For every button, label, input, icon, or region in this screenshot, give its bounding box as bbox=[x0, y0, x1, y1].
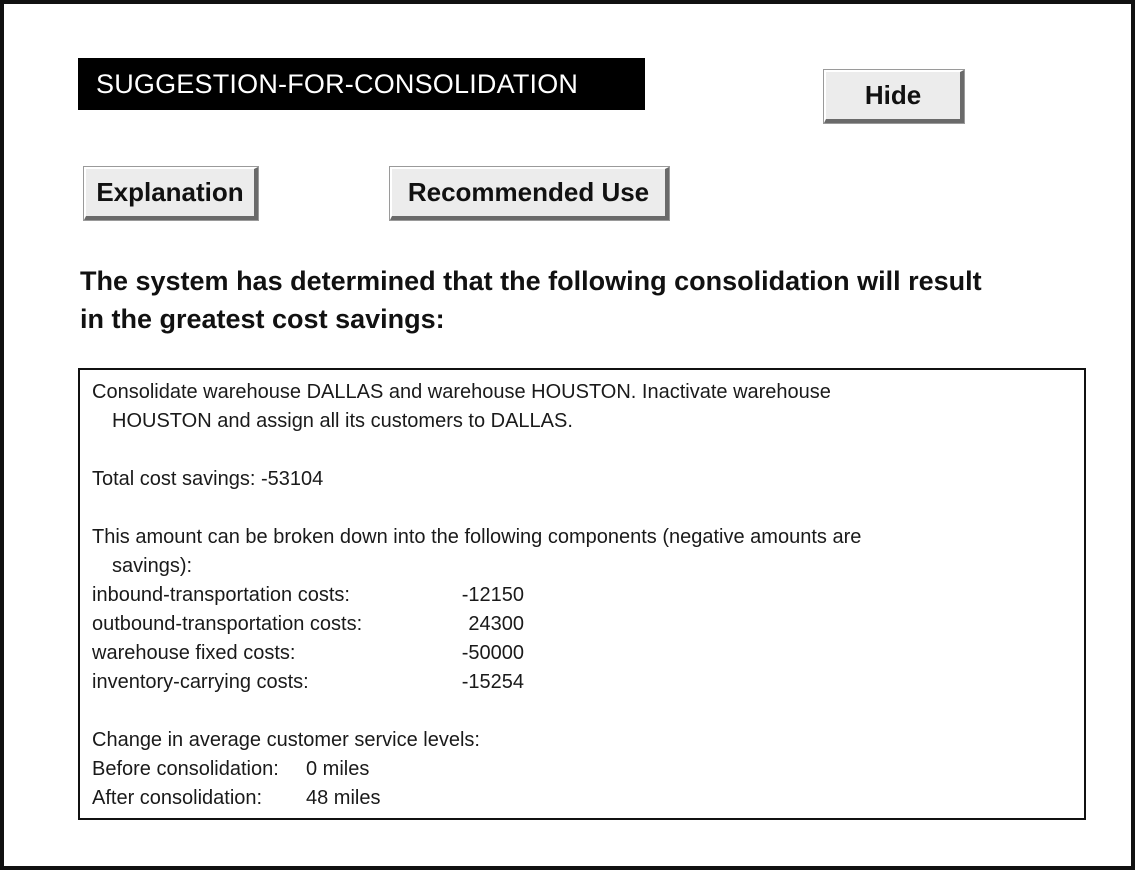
cost-component-value: -50000 bbox=[461, 642, 524, 664]
service-level-row bbox=[92, 755, 1074, 784]
spacer bbox=[92, 436, 1074, 465]
service-level-value: 0 miles bbox=[306, 758, 370, 780]
breakdown-intro-line-1: This amount can be broken down into the following components (negative amounts are bbox=[92, 526, 862, 548]
consolidation-summary bbox=[92, 378, 1074, 436]
service-level-row bbox=[92, 784, 1074, 813]
service-level-label: After consolidation: bbox=[92, 787, 263, 809]
total-cost-savings-label: Total cost savings: bbox=[92, 468, 256, 490]
consolidation-result-panel bbox=[78, 368, 1086, 820]
recommended-use-button[interactable]: Recommended Use bbox=[390, 167, 669, 220]
service-level-value: 48 miles bbox=[306, 787, 381, 809]
cost-component-label: inbound-transportation costs: bbox=[92, 584, 350, 606]
total-cost-savings bbox=[92, 465, 1074, 494]
breakdown-intro bbox=[92, 523, 1074, 581]
cost-component-row bbox=[92, 668, 1074, 697]
cost-component-label: outbound-transportation costs: bbox=[92, 613, 363, 635]
breakdown-intro-line-2: savings): bbox=[112, 555, 193, 577]
result-prompt bbox=[80, 262, 1080, 338]
total-cost-savings-value: -53104 bbox=[260, 468, 324, 490]
cost-component-label: warehouse fixed costs: bbox=[92, 642, 296, 664]
cost-component-row bbox=[92, 639, 1074, 668]
service-level-label: Before consolidation: bbox=[92, 758, 279, 780]
spacer bbox=[92, 494, 1074, 523]
hide-button[interactable]: Hide bbox=[824, 70, 964, 123]
cost-component-value: -15254 bbox=[461, 671, 524, 693]
cost-component-value: 24300 bbox=[468, 613, 524, 635]
cost-component-label: inventory-carrying costs: bbox=[92, 671, 309, 693]
cost-component-row bbox=[92, 581, 1074, 610]
cost-component-row bbox=[92, 610, 1074, 639]
consolidation-summary-line-2: HOUSTON and assign all its customers to DALLAS. bbox=[112, 410, 573, 432]
cost-component-value: -12150 bbox=[461, 584, 524, 606]
prompt-line-1: The system has determined that the following consolidation will result bbox=[80, 266, 982, 296]
consolidation-summary-line-1: Consolidate warehouse DALLAS and warehouse HOUSTON. Inactivate warehouse bbox=[92, 381, 831, 403]
prompt-line-2: in the greatest cost savings: bbox=[80, 304, 445, 334]
window-title: SUGGESTION-FOR-CONSOLIDATION bbox=[78, 58, 645, 110]
explanation-button[interactable]: Explanation bbox=[84, 167, 258, 220]
spacer bbox=[92, 697, 1074, 726]
service-level-heading: Change in average customer service levels: bbox=[92, 729, 480, 751]
